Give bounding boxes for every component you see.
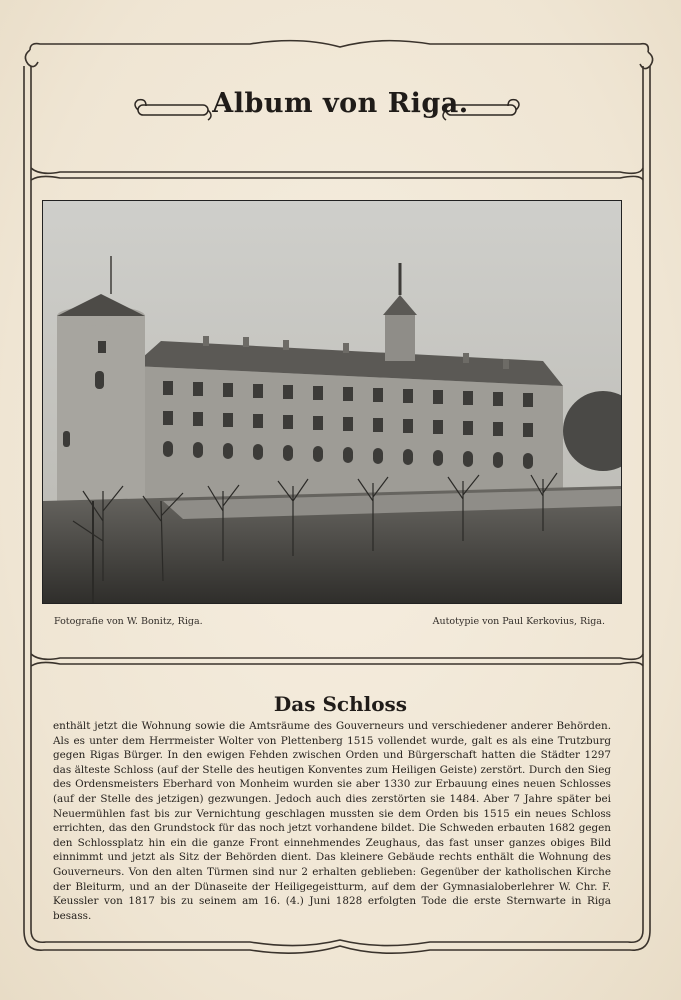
section-title: Das Schloss [273,692,408,716]
autotype-credit: Autotypie von Paul Kerkovius, Riga. [432,616,605,627]
album-title: Album von Riga. [212,88,469,119]
castle-photograph [42,200,622,604]
frame-top-border [30,41,648,52]
photographer-credit: Fotografie von W. Bonitz, Riga. [54,616,203,627]
article-body: enthält jetzt die Wohnung sowie die Amtsräume des Gouverneurs und verschiedener anderer Behörden. Als es unter dem Herrmeister Wolter von Plettenberg 1515 vollendet wurde, galt es als eine Trutzburg gegen Rigas Bürger. In den ewigen Fehden zwischen Orden und Bürgerschaft hatten die Städter 1297 das älteste Schloss (auf der Stelle des heutigen Konventes zum Heiligen Geiste) zerstört. Durch den Sieg des Ordensmeisters Eberhard von Monheim wurden sie aber 1330 zur Erbauung eines neuen Schlosses (auf der Stelle des jetzigen) gezwungen. Jedoch auch dies zerstörten sie 1484. Aber 7 Jahre später bei Neuermühlen fast bis zur Vernichtung geschlagen mussten sie dem Orden bis 1515 ein neues Schloss errichten, das den Grundstock für das noch jetzt vorhandene bildet. Die Schweden erbauten 1682 gegen den Schlossplatz hin ein die ganze Front einnehmendes Zeughaus, das fast unser ganzes obiges Bild einnimmt und jetzt als Sitz der Behörden dient. Das kleinere Gebäude rechts enthält die Wohnung des Gouverneurs. Von den alten Türmen sind nur 2 erhalten geblieben: Gegenüber der katholischen Kirche der Bleiturm, und an der Dünaseite der Heiligegeistturm, auf dem der Gymnasialoberlehrer W. Chr. F. Keussler von 1817 bis zu seinem am 16. (4.) Juni 1828 erfolgten Tode die erste Sternwarte in Riga besass. [53,720,611,922]
